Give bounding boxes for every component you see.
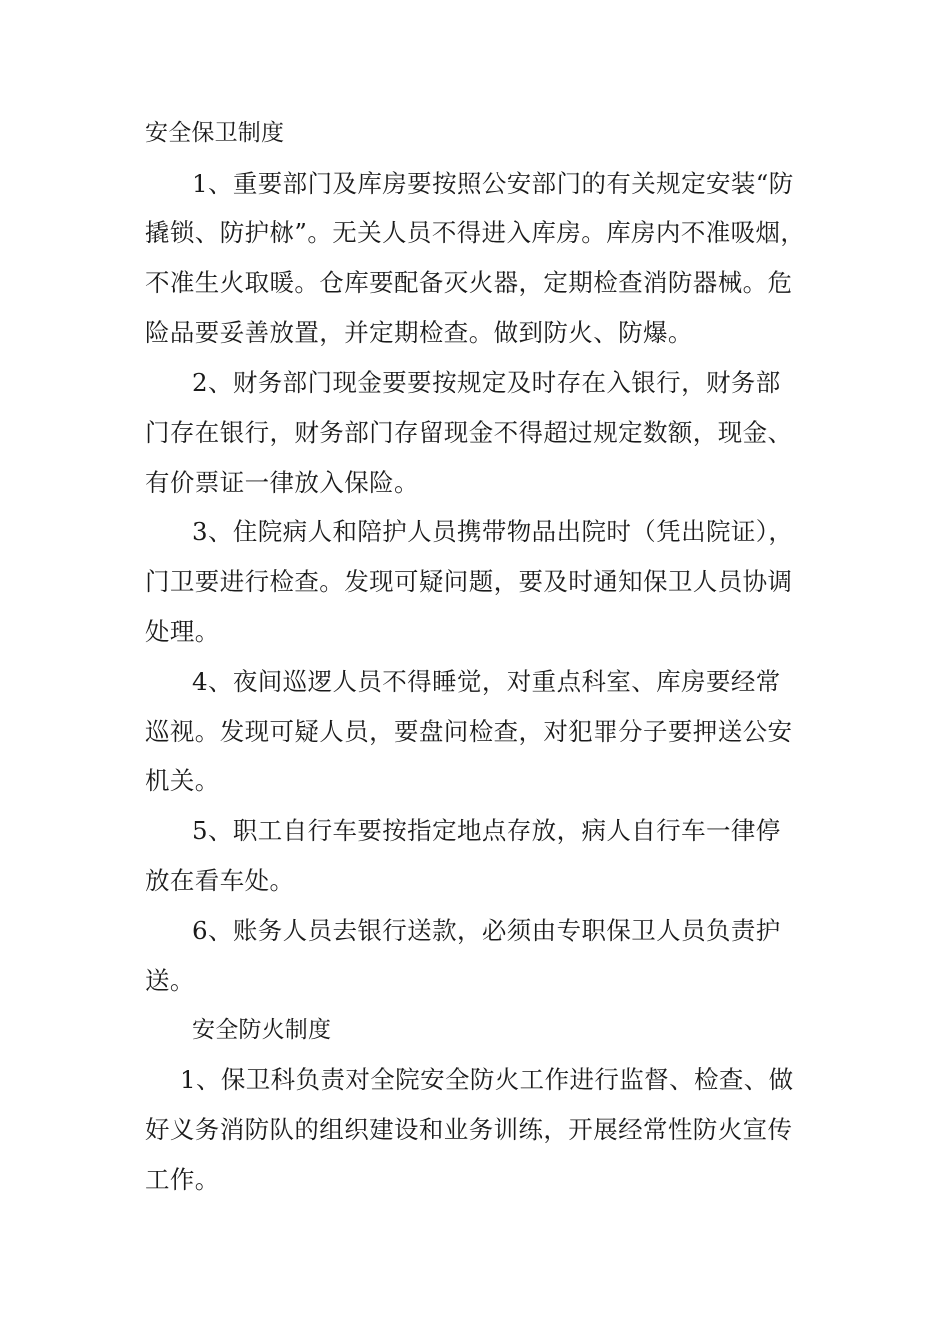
paragraph-line: 4、夜间巡逻人员不得睡觉，对重点科室、库房要经常: [192, 667, 781, 696]
paragraph-line: 放在看车处。: [145, 866, 295, 895]
section-title-fire: 安全防火制度: [192, 1017, 332, 1043]
paragraph-line: 门卫要进行检查。发现可疑问题，要及时通知保卫人员协调: [145, 567, 793, 596]
paragraph-line: 6、账务人员去银行送款，必须由专职保卫人员负责护: [192, 916, 781, 945]
paragraph-line: 好义务消防队的组织建设和业务训练，开展经常性防火宣传: [145, 1115, 793, 1144]
paragraph-line: 撬锁、防护栤”。无关人员不得进入库房。库房内不准吸烟，: [145, 218, 806, 247]
paragraph-line: 送。: [145, 966, 195, 995]
paragraph-line: 巡视。发现可疑人员，要盘问检查，对犯罪分子要押送公安: [145, 717, 793, 746]
paragraph-line: 险品要妥善放置，并定期检查。做到防火、防爆。: [145, 318, 693, 347]
section-title-security: 安全保卫制度: [145, 120, 285, 146]
paragraph-line: 不准生火取暖。仓库要配备灭火器，定期检查消防器械。危: [145, 268, 793, 297]
paragraph-line: 处理。: [145, 617, 220, 646]
paragraph-line: 5、职工自行车要按指定地点存放，病人自行车一律停: [192, 816, 781, 845]
paragraph-line: 2、财务部门现金要要按规定及时存在入银行，财务部: [192, 368, 781, 397]
paragraph-line: 门存在银行，财务部门存留现金不得超过规定数额，现金、: [145, 418, 793, 447]
paragraph-line: 工作。: [145, 1165, 220, 1194]
paragraph-line: 1、重要部门及库房要按照公安部门的有关规定安装“防: [192, 169, 794, 198]
paragraph-line: 机关。: [145, 766, 220, 795]
paragraph-line: 有价票证一律放入保险。: [145, 468, 419, 497]
paragraph-line: 1、保卫科负责对全院安全防火工作进行监督、检查、做: [180, 1065, 794, 1094]
paragraph-line: 3、住院病人和陪护人员携带物品出院时（凭出院证），: [192, 517, 794, 546]
